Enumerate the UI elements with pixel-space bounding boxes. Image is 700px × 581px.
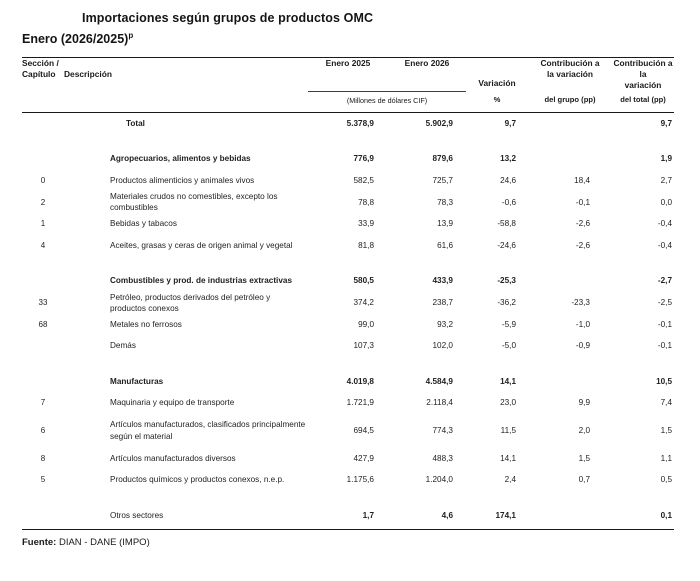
cell-enero-2026: 61,6 [437,240,453,250]
source-label: Fuente: [22,537,57,548]
cell-contribucion-total: -0,4 [657,219,672,229]
source-value: DIAN - DANE (IMPO) [58,537,150,548]
cell-enero-2025: 580,5 [353,276,374,286]
cell-contribucion-grupo: 1,5 [578,453,590,463]
cell-contribucion-total: -0,4 [657,240,672,250]
cell-descripcion: Aceites, grasas y ceras de origen animal y vegetal [110,240,293,250]
header-descripcion: Descripción [64,58,308,92]
spacer-cell [612,256,674,270]
cell-enero-2025: 99,0 [358,319,374,329]
spacer-cell [612,134,674,148]
header-contrib-total-line1: Contribución a la [613,58,673,79]
cell-variacion: 9,7 [504,118,516,128]
cell-seccion-capitulo: 1 [40,219,46,229]
cell-contribucion-grupo: 0,7 [578,475,590,485]
spacer-cell [64,357,308,371]
cell-contribucion-grupo [528,148,612,170]
table-header-units-row [22,91,674,112]
cell-contribucion-grupo: -0,9 [575,341,590,351]
cell-enero-2026: 5.902,9 [425,118,453,128]
table-row[interactable] [22,148,674,170]
cell-seccion-capitulo [22,505,64,530]
header-contribucion-grupo [528,58,612,92]
provisional-superscript: p [128,30,134,40]
header-seccion-capitulo [22,58,64,92]
header-contrib-total-unit: del total (pp) [612,91,674,112]
spacer-cell [612,357,674,371]
cell-enero-2026: 488,3 [432,453,453,463]
units-spacer-descripcion [64,91,308,112]
table-row[interactable] [22,235,674,257]
cell-contribucion-grupo [528,112,612,134]
cell-descripcion: Total [126,118,145,128]
spacer-cell [528,357,612,371]
spacer-cell [466,134,528,148]
spacer-cell [528,491,612,505]
spacer-cell [528,134,612,148]
cell-seccion-capitulo: 2 [40,197,46,207]
cell-descripcion: Bebidas y tabacos [110,219,177,229]
spacer-cell [528,256,612,270]
header-enero-2025: Enero 2025 [308,58,388,88]
cell-contribucion-total: 7,4 [660,398,672,408]
header-seccion-line2: Capítulo [22,69,56,79]
cell-variacion: 2,4 [504,475,516,485]
table-row[interactable] [22,314,674,336]
cell-seccion-capitulo [22,112,64,134]
table-spacer-row [22,491,674,505]
spacer-cell [308,256,388,270]
header-contribucion-total [612,58,674,92]
spacer-cell [308,134,388,148]
header-seccion-line1: Sección / [22,58,59,68]
cell-enero-2025: 107,3 [353,341,374,351]
cell-variacion: 11,5 [500,426,516,435]
table-row[interactable] [22,371,674,393]
cell-contribucion-grupo: 2,0 [578,426,590,435]
header-contrib-grupo-unit: del grupo (pp) [528,91,612,112]
cell-variacion: -58,8 [497,219,516,229]
cell-descripcion: Petróleo, productos derivados del petróleo y productos conexos [110,292,271,313]
cell-enero-2026: 1.204,0 [425,475,453,485]
cell-descripcion: Manufacturas [110,376,164,386]
table-row[interactable] [22,335,674,357]
spacer-cell [308,491,388,505]
header-variacion-unit: % [466,91,528,112]
spacer-cell [64,256,308,270]
cell-variacion: 13,2 [500,154,516,164]
cell-variacion: 24,6 [500,175,516,185]
header-unidad-millones: (Millones de dólares CIF) [308,91,466,112]
table-head [22,58,674,113]
cell-descripcion: Metales no ferrosos [110,319,182,329]
cell-enero-2025: 1.721,9 [346,398,374,408]
table-spacer-row [22,134,674,148]
cell-descripcion: Otros sectores [64,505,308,530]
spacer-cell [22,357,64,371]
cell-enero-2026: 2.118,4 [426,398,453,408]
spacer-cell [388,357,466,371]
table-row[interactable] [22,112,674,134]
cell-contribucion-grupo: -2,6 [575,240,590,250]
spacer-cell [64,491,308,505]
cell-enero-2026: 4,6 [388,505,466,530]
cell-variacion: -5,9 [501,319,516,329]
cell-enero-2025: 1.175,6 [346,475,374,485]
cell-contribucion-grupo: -23,3 [571,298,590,307]
header-enero-2026: Enero 2026 [388,58,466,88]
cell-contribucion-grupo: 18,4 [574,175,590,185]
cell-seccion-capitulo [22,270,64,292]
cell-enero-2026: 433,9 [432,276,453,286]
cell-seccion-capitulo: 4 [40,240,46,250]
cell-variacion: 14,1 [500,453,516,463]
cell-contribucion-total: 1,1 [660,453,672,463]
cell-seccion-capitulo: 33 [38,298,48,307]
header-variacion: Variación [466,58,528,92]
table-row[interactable] [22,270,674,292]
cell-variacion: -36,2 [497,298,516,307]
cell-enero-2025: 81,8 [358,240,374,250]
table-row[interactable] [22,170,674,192]
cell-enero-2026: 4.584,9 [425,376,453,386]
spacer-cell [466,357,528,371]
cell-contribucion-total: 0,1 [612,505,674,530]
cell-enero-2026: 78,3 [437,197,453,207]
cell-contribucion-total: -2,5 [657,298,672,307]
cell-enero-2026: 725,7 [432,175,453,185]
cell-contribucion-grupo [528,371,612,393]
cell-variacion: 14,1 [500,376,516,386]
cell-variacion: -25,3 [497,276,516,286]
cell-seccion-capitulo: 0 [40,175,46,185]
cell-enero-2025: 5.378,9 [346,118,374,128]
cell-variacion: -0,6 [501,197,516,207]
spacer-cell [308,357,388,371]
cell-enero-2025: 78,8 [358,197,374,207]
imports-table [22,57,674,530]
spacer-cell [612,491,674,505]
header-contrib-grupo-line1: Contribución a [540,58,600,68]
cell-descripcion: Productos alimenticios y animales vivos [110,175,255,185]
cell-enero-2026: 13,9 [437,219,453,229]
cell-enero-2026: 102,0 [432,341,453,351]
cell-enero-2025: 1,7 [308,505,388,530]
cell-contribucion-total: 9,7 [660,118,672,128]
units-spacer-seccion [22,91,64,112]
spacer-cell [466,256,528,270]
source-note [0,530,700,548]
cell-seccion-capitulo [22,148,64,170]
cell-descripcion: Artículos manufacturados, clasificados principalmente según el material [110,419,306,441]
table-row[interactable] [22,414,674,448]
page-subtitle [0,31,700,47]
cell-contribucion-total: 1,9 [660,154,672,164]
cell-descripcion: Productos químicos y productos conexos, n.e.p. [110,475,285,485]
table-row[interactable] [22,213,674,235]
cell-contribucion-total: 2,7 [660,175,672,185]
cell-seccion-capitulo: 8 [40,453,46,463]
table-spacer-row [22,256,674,270]
cell-contribucion-total: 0,0 [660,197,672,207]
table-row[interactable] [22,191,674,213]
cell-contribucion-total: -2,7 [657,276,672,286]
page-title: Importaciones según grupos de productos OMC [82,11,374,25]
header-contrib-grupo-line2: la variación [546,69,594,79]
cell-descripcion: Demás [110,341,136,351]
cell-descripcion: Maquinaria y equipo de transporte [110,398,235,408]
table-container [0,57,700,530]
title-block [0,0,700,47]
spacer-cell [466,491,528,505]
spacer-cell [388,134,466,148]
spacer-cell [22,491,64,505]
cell-seccion-capitulo [22,335,64,357]
cell-descripcion: Combustibles y prod. de industrias extractivas [110,276,292,286]
page-subtitle-text: Enero (2026/2025) [22,32,129,46]
cell-seccion-capitulo: 5 [40,475,46,485]
cell-contribucion-total: 0,5 [660,475,672,485]
cell-seccion-capitulo: 68 [38,319,48,329]
cell-seccion-capitulo [22,371,64,393]
table-row[interactable] [22,292,674,314]
cell-enero-2026: 879,6 [432,154,453,164]
cell-contribucion-total: -0,1 [657,341,672,351]
cell-contribucion-grupo: -0,1 [575,197,590,207]
cell-variacion: 174,1 [466,505,528,530]
cell-contribucion-grupo: -2,6 [575,219,590,229]
cell-contribucion-total: 10,5 [656,376,672,386]
table-spacer-row [22,357,674,371]
cell-enero-2025: 374,2 [353,298,374,307]
cell-variacion: 23,0 [500,398,516,408]
cell-enero-2026: 774,3 [432,426,453,435]
cell-enero-2026: 238,7 [432,298,453,307]
cell-descripcion: Artículos manufacturados diversos [110,453,236,463]
cell-contribucion-grupo: 9,9 [578,398,590,408]
table-row[interactable] [22,469,674,491]
cell-contribucion-grupo [528,505,612,530]
cell-enero-2025: 4.019,8 [346,376,374,386]
cell-enero-2026: 93,2 [437,319,453,329]
spacer-cell [388,256,466,270]
cell-seccion-capitulo: 7 [40,398,46,408]
cell-enero-2025: 776,9 [353,154,374,164]
spacer-cell [22,134,64,148]
spacer-cell [64,134,308,148]
table-body [22,112,674,530]
cell-contribucion-total: -0,1 [657,319,672,329]
spacer-cell [22,256,64,270]
cell-enero-2025: 427,9 [353,453,374,463]
cell-variacion: -5,0 [501,341,516,351]
cell-enero-2025: 582,5 [353,175,374,185]
header-contrib-total-line2: variación [624,80,662,90]
cell-variacion: -24,6 [497,240,516,250]
cell-contribucion-grupo [528,270,612,292]
spacer-cell [388,491,466,505]
cell-contribucion-total: 1,5 [660,426,672,435]
cell-enero-2025: 694,5 [353,426,374,435]
cell-enero-2025: 33,9 [358,219,374,229]
table-header-row [22,58,674,88]
cell-seccion-capitulo: 6 [40,426,46,435]
table-row[interactable] [22,392,674,414]
table-row[interactable] [22,448,674,470]
cell-descripcion: Materiales crudos no comestibles, excepto los combustibles [110,192,278,212]
cell-descripcion: Agropecuarios, alimentos y bebidas [110,154,251,164]
table-row[interactable] [22,505,674,530]
cell-contribucion-grupo: -1,0 [575,319,590,329]
